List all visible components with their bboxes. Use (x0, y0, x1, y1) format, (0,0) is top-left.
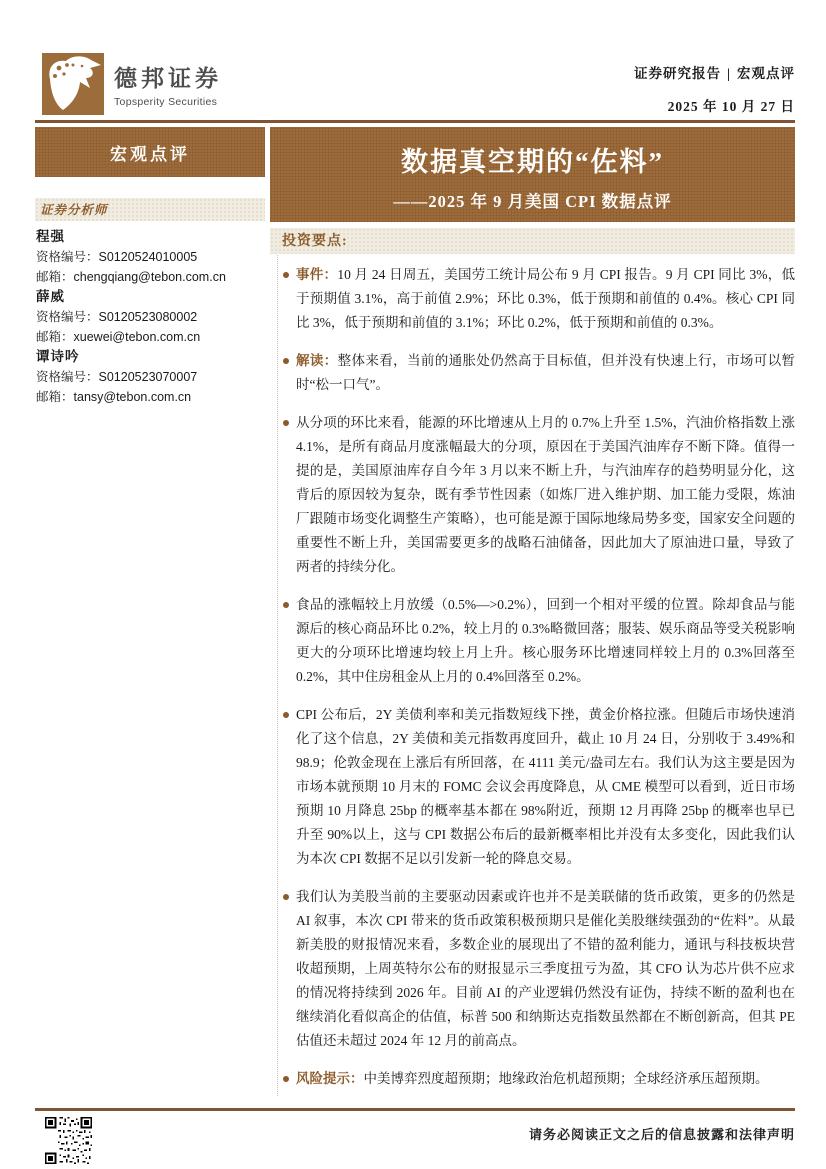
analyst-cert: 资格编号：S0120524010005 (36, 250, 198, 264)
analyst-header-label: 证券分析师 (40, 203, 108, 217)
report-type-line (634, 62, 795, 82)
qr-code (45, 1117, 92, 1164)
analyst-entry (36, 287, 268, 347)
analyst-name: 谭诗吟 (36, 349, 80, 364)
analyst-section-header (35, 198, 265, 221)
bullet-markets: CPI 公布后，2Y 美债利率和美元指数短线下挫，黄金价格拉涨。但随后市场快速消化了这个信息，2Y 美债和美元指数再度回升，截止 10 月 24 日，分别收于 3.49%和 98.9；伦敦金现在上涨后有所回落，在 4111 美元/盎司左右。我们认为这主要是因为市场本就预期 10 月末的 FOMC 会议会再度降息，从 CME 模型可以看到，近日市场预期 10 月降息 25bp 的概率基本都在 98%附近，预期 12 月再降 25bp 的概率也早已升至 90%以上，这与 CPI 数据公布后的最新概率相比并没有太多变化，因此我们认为本次 CPI 数据不足以引发新一轮的降息交易。 (283, 703, 795, 871)
brand-block (114, 60, 222, 108)
analyst-name: 程强 (36, 229, 65, 244)
separator: | (727, 66, 731, 81)
sidebar-divider (277, 230, 278, 1096)
header-meta (634, 62, 795, 115)
sidebar-category-box (35, 127, 265, 177)
footer-rule (35, 1108, 795, 1111)
analyst-email: 邮箱：tansy@tebon.com.cn (36, 390, 192, 404)
bullet-energy: 从分项的环比来看，能源的环比增速从上月的 0.7%上升至 1.5%，汽油价格指数上涨 4.1%，是所有商品月度涨幅最大的分项，原因在于美国汽油库存不断下降。值得一提的是，美国原油库存自今年 3 月以来不断上升，与汽油库存的趋势明显分化，这背后的原因较为复杂，既有季节性因素（如炼厂进入维护期、加工能力受限，炼油厂跟随市场变化调整生产策略），也可能是源于国际地缘局势多变，国家安全问题的重要性不断上升，美国需要更多的战略石油储备，因此加大了原油进口量，导致了两者的持续分化。 (283, 411, 795, 579)
analyst-list (36, 227, 268, 407)
brand-name-cn: 德邦证券 (114, 65, 222, 91)
bullet-event: 事件：10 月 24 日周五，美国劳工统计局公布 9 月 CPI 报告。9 月 CPI 同比 3%，低于预期值 3.1%，高于前值 2.9%；环比 0.3%，低于预期和前值的 0.4%。核心 CPI 同比 3%，低于预期和前值的 3.1%；环比 0.2%，低于预期和前值的 0.3%。 (283, 263, 795, 335)
key-points-list (283, 263, 795, 1105)
brand-name-en: Topsperity Securities (114, 96, 218, 108)
report-subtitle: ——2025 年 9 月美国 CPI 数据点评 (393, 192, 672, 211)
key-points-label: 投资要点: (282, 234, 348, 249)
bullet-food: 食品的涨幅较上月放缓（0.5%—>0.2%），回到一个相对平缓的位置。除却食品与能源后的核心商品环比 0.2%，较上月的 0.3%略微回落；服装、娱乐商品等受关税影响更大的分项环比增速均较上月上升。核心服务环比增速同样较上月的 0.3%回落至 0.2%，其中住房租金从上月的 0.4%回落至 0.2%。 (283, 593, 795, 689)
footer-disclaimer: 请务必阅读正文之后的信息披露和法律声明 (528, 1127, 795, 1142)
bullet-interpretation: 解读：整体来看，当前的通胀处仍然高于目标值，但并没有快速上行，市场可以暂时“松一口气”。 (283, 349, 795, 397)
report-date: 2025 年 10 月 27 日 (667, 99, 795, 114)
analyst-email: 邮箱：xuewei@tebon.com.cn (36, 330, 201, 344)
analyst-cert: 资格编号：S0120523080002 (36, 310, 198, 324)
key-points-header (270, 228, 795, 254)
report-category: 宏观点评 (737, 66, 795, 81)
sidebar-category-label: 宏观点评 (110, 144, 190, 164)
analyst-entry (36, 227, 268, 287)
analyst-cert: 资格编号：S0120523070007 (36, 370, 198, 384)
analyst-name: 薛威 (36, 289, 65, 304)
report-type: 证券研究报告 (634, 66, 722, 81)
report-title: 数据真空期的“佐料” (401, 147, 664, 177)
leopard-logo (42, 53, 104, 115)
analyst-entry (36, 347, 268, 407)
analyst-email: 邮箱：chengqiang@tebon.com.cn (36, 270, 226, 284)
header-rule (35, 120, 795, 123)
title-box (270, 127, 795, 222)
bullet-risk: 风险提示：中美博弈烈度超预期；地缘政治危机超预期；全球经济承压超预期。 (283, 1067, 795, 1091)
bullet-us-equity: 我们认为美股当前的主要驱动因素或许也并不是美联储的货币政策，更多的仍然是 AI 叙事，本次 CPI 带来的货币政策积极预期只是催化美股继续强劲的“佐料”。从最新美股的财报情况来看，多数企业的展现出了不错的盈利能力，通讯与科技板块营收超预期，上周英特尔公布的财报显示三季度扭亏为盈，其 CFO 认为芯片供不应求的情况将持续到 2026 年。目前 AI 的产业逻辑仍然没有证伪，持续不断的盈利也在继续消化看似高企的估值，标普 500 和纳斯达克指数虽然都在不断创新高，但其 PE 估值还未超过 2024 年 12 月的前高点。 (283, 885, 795, 1053)
